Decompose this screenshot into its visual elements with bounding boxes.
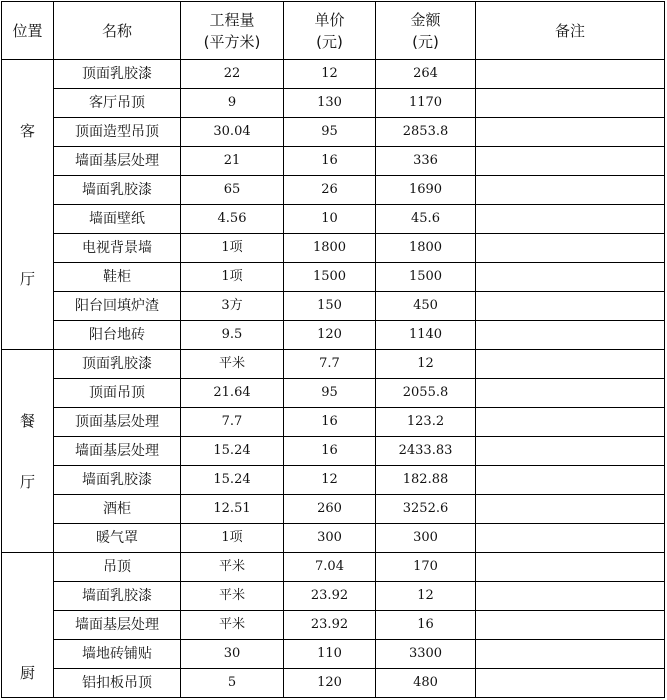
item-amount: 300 <box>376 524 476 553</box>
item-name: 客厅吊顶 <box>54 89 181 118</box>
item-remark <box>476 176 665 205</box>
item-name: 墙面乳胶漆 <box>54 176 181 205</box>
table-row <box>2 205 665 234</box>
item-quantity: 平米 <box>181 582 284 611</box>
item-name: 电视背景墙 <box>54 234 181 263</box>
item-name: 墙面乳胶漆 <box>54 466 181 495</box>
header-quantity-label: 工程量 <box>209 10 255 29</box>
table-row <box>2 553 665 582</box>
header-price-unit: (元) <box>316 32 343 51</box>
item-amount: 1500 <box>376 263 476 292</box>
item-unit-price: 23.92 <box>284 582 376 611</box>
table-row <box>2 176 665 205</box>
position-label-bottom: 厅 <box>19 472 35 491</box>
item-quantity: 21.64 <box>181 379 284 408</box>
item-remark <box>476 263 665 292</box>
header-quantity-unit: (平方米) <box>203 32 261 51</box>
item-remark <box>476 582 665 611</box>
item-amount: 2853.8 <box>376 118 476 147</box>
item-remark <box>476 437 665 466</box>
item-amount: 182.88 <box>376 466 476 495</box>
item-quantity: 平米 <box>181 350 284 379</box>
table-row <box>2 147 665 176</box>
table-row <box>2 524 665 553</box>
item-quantity: 9 <box>181 89 284 118</box>
item-quantity: 65 <box>181 176 284 205</box>
item-name: 墙面基层处理 <box>54 437 181 466</box>
item-name: 顶面乳胶漆 <box>54 350 181 379</box>
item-name: 鞋柜 <box>54 263 181 292</box>
item-unit-price: 12 <box>284 466 376 495</box>
item-amount: 450 <box>376 292 476 321</box>
item-amount: 1690 <box>376 176 476 205</box>
item-amount: 1800 <box>376 234 476 263</box>
item-quantity: 15.24 <box>181 437 284 466</box>
item-remark <box>476 350 665 379</box>
table-row <box>2 350 665 379</box>
item-unit-price: 26 <box>284 176 376 205</box>
item-remark <box>476 524 665 553</box>
item-amount: 16 <box>376 611 476 640</box>
item-name: 顶面基层处理 <box>54 408 181 437</box>
item-unit-price: 16 <box>284 147 376 176</box>
item-remark <box>476 321 665 350</box>
item-remark <box>476 495 665 524</box>
item-remark <box>476 147 665 176</box>
item-unit-price: 260 <box>284 495 376 524</box>
item-name: 墙地砖铺贴 <box>54 640 181 669</box>
position-cell <box>2 553 54 698</box>
item-unit-price: 110 <box>284 640 376 669</box>
item-unit-price: 120 <box>284 669 376 698</box>
item-name: 阳台地砖 <box>54 321 181 350</box>
table-row <box>2 89 665 118</box>
item-quantity: 1项 <box>181 263 284 292</box>
item-amount: 264 <box>376 60 476 89</box>
header-amount <box>376 2 476 60</box>
header-remark-label: 备注 <box>554 21 585 40</box>
item-amount: 170 <box>376 553 476 582</box>
item-quantity: 15.24 <box>181 466 284 495</box>
item-unit-price: 150 <box>284 292 376 321</box>
item-quantity: 12.51 <box>181 495 284 524</box>
position-cell <box>2 350 54 553</box>
item-unit-price: 95 <box>284 379 376 408</box>
item-unit-price: 16 <box>284 408 376 437</box>
item-name: 顶面乳胶漆 <box>54 60 181 89</box>
item-name: 墙面基层处理 <box>54 147 181 176</box>
item-amount: 3300 <box>376 640 476 669</box>
item-amount: 2055.8 <box>376 379 476 408</box>
item-amount: 12 <box>376 582 476 611</box>
item-unit-price: 130 <box>284 89 376 118</box>
quote-table <box>1 1 665 698</box>
item-unit-price: 16 <box>284 437 376 466</box>
item-unit-price: 12 <box>284 60 376 89</box>
item-name: 顶面造型吊顶 <box>54 118 181 147</box>
item-remark <box>476 292 665 321</box>
table-row <box>2 321 665 350</box>
table-row <box>2 379 665 408</box>
item-quantity: 4.56 <box>181 205 284 234</box>
item-name: 墙面乳胶漆 <box>54 582 181 611</box>
header-position-label: 位置 <box>12 21 43 40</box>
table-row <box>2 292 665 321</box>
header-name <box>54 2 181 60</box>
position-cell <box>2 60 54 350</box>
header-row <box>2 2 665 60</box>
table-row <box>2 234 665 263</box>
table-row <box>2 408 665 437</box>
item-remark <box>476 466 665 495</box>
item-quantity: 5 <box>181 669 284 698</box>
item-unit-price: 10 <box>284 205 376 234</box>
item-remark <box>476 611 665 640</box>
table-row <box>2 640 665 669</box>
item-remark <box>476 89 665 118</box>
item-name: 顶面吊顶 <box>54 379 181 408</box>
table-row <box>2 466 665 495</box>
item-quantity: 平米 <box>181 611 284 640</box>
item-quantity: 平米 <box>181 553 284 582</box>
table-row <box>2 118 665 147</box>
item-quantity: 30 <box>181 640 284 669</box>
item-remark <box>476 379 665 408</box>
position-label-bottom: 厅 <box>19 269 35 288</box>
item-amount: 2433.83 <box>376 437 476 466</box>
table-row <box>2 495 665 524</box>
item-quantity: 22 <box>181 60 284 89</box>
item-amount: 12 <box>376 350 476 379</box>
position-label-top: 餐 <box>19 411 35 430</box>
item-unit-price: 23.92 <box>284 611 376 640</box>
item-remark <box>476 118 665 147</box>
item-quantity: 3方 <box>181 292 284 321</box>
header-position <box>2 2 54 60</box>
item-quantity: 9.5 <box>181 321 284 350</box>
item-unit-price: 7.04 <box>284 553 376 582</box>
item-quantity: 7.7 <box>181 408 284 437</box>
item-amount: 1170 <box>376 89 476 118</box>
item-quantity: 21 <box>181 147 284 176</box>
item-amount: 123.2 <box>376 408 476 437</box>
item-remark <box>476 408 665 437</box>
header-price <box>284 2 376 60</box>
header-amount-unit: (元) <box>412 32 439 51</box>
item-amount: 480 <box>376 669 476 698</box>
position-label-bottom: 厨 <box>19 663 35 682</box>
item-unit-price: 1500 <box>284 263 376 292</box>
item-name: 墙面基层处理 <box>54 611 181 640</box>
item-name: 暖气罩 <box>54 524 181 553</box>
item-remark <box>476 640 665 669</box>
header-amount-label: 金额 <box>410 10 441 29</box>
item-unit-price: 120 <box>284 321 376 350</box>
item-name: 阳台回填炉渣 <box>54 292 181 321</box>
item-unit-price: 7.7 <box>284 350 376 379</box>
item-unit-price: 1800 <box>284 234 376 263</box>
table-row <box>2 669 665 698</box>
header-remark <box>476 2 665 60</box>
item-remark <box>476 205 665 234</box>
item-name: 铝扣板吊顶 <box>54 669 181 698</box>
table-row <box>2 437 665 466</box>
item-remark <box>476 553 665 582</box>
table-body <box>2 2 665 698</box>
table-row <box>2 60 665 89</box>
item-name: 酒柜 <box>54 495 181 524</box>
item-unit-price: 95 <box>284 118 376 147</box>
item-amount: 1140 <box>376 321 476 350</box>
table-row <box>2 263 665 292</box>
header-quantity <box>181 2 284 60</box>
item-unit-price: 300 <box>284 524 376 553</box>
item-quantity: 1项 <box>181 234 284 263</box>
item-amount: 3252.6 <box>376 495 476 524</box>
item-amount: 45.6 <box>376 205 476 234</box>
item-quantity: 1项 <box>181 524 284 553</box>
item-remark <box>476 60 665 89</box>
item-name: 吊顶 <box>54 553 181 582</box>
item-quantity: 30.04 <box>181 118 284 147</box>
item-remark <box>476 669 665 698</box>
item-name: 墙面壁纸 <box>54 205 181 234</box>
table-row <box>2 611 665 640</box>
header-name-label: 名称 <box>101 21 132 40</box>
table-row <box>2 582 665 611</box>
header-price-label: 单价 <box>314 10 345 29</box>
item-remark <box>476 234 665 263</box>
position-label-top: 客 <box>19 121 35 140</box>
item-amount: 336 <box>376 147 476 176</box>
